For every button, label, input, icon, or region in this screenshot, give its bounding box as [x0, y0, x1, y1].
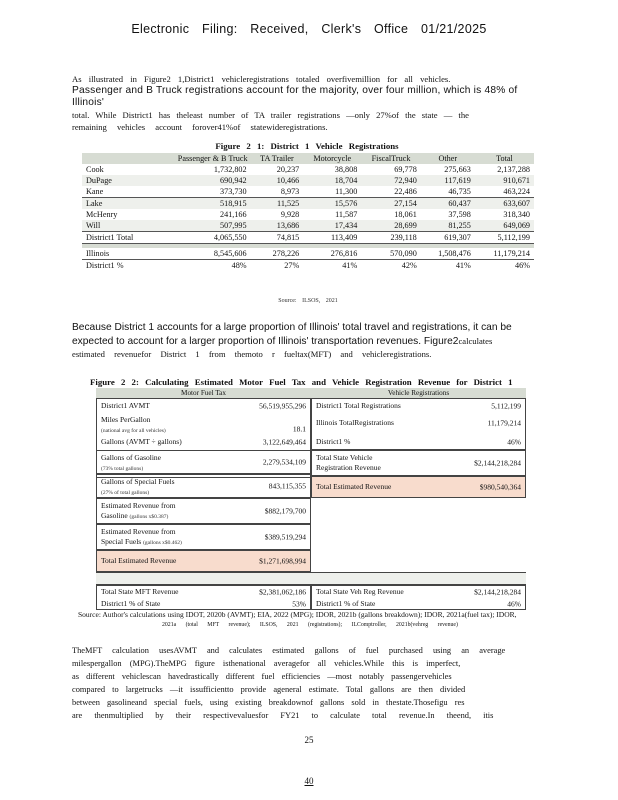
table-header-row — [82, 153, 534, 164]
il-registrations-value: 11,179,214 — [487, 418, 521, 428]
mpg-label: Miles PerGallon — [101, 415, 151, 424]
revenue-paragraph — [72, 321, 542, 362]
table-cell: 2,137,288 — [497, 165, 530, 174]
table-separator — [96, 572, 526, 585]
table-cell: 37,598 — [448, 210, 471, 219]
para1-line1: As illustrated in Figure2 1,District1 vehicleregistrations totaled overfivemillion for all vehicles. — [72, 74, 451, 84]
il-registrations-label: Illinois TotalRegistrations — [316, 418, 394, 427]
vehicle-spct-value: 46% — [507, 599, 521, 609]
mpg-sub: (national avg for all vehicles) — [101, 428, 166, 434]
figure-2-1-source: Source: ILSOS, 2021 — [278, 298, 338, 304]
gasoline-revenue-label-1: Estimated Revenue from — [101, 501, 176, 510]
gasoline-label: Gallons of Gasoline — [101, 453, 161, 462]
table-cell: 28,699 — [361, 220, 420, 232]
table-cell: 72,940 — [361, 175, 420, 186]
table-cell: 1,732,802 — [213, 165, 247, 174]
vehicle-state-value: $2,144,218,284 — [474, 587, 521, 597]
table-cell: 649,069 — [475, 220, 534, 232]
column-header — [82, 153, 150, 164]
para3-line6: are thenmultiplied by their respectivevaluesfor FY21 to calculate total revenue.In theend, itis — [72, 711, 494, 720]
column-header: TA Trailer — [251, 153, 304, 164]
table-cell: 74,815 — [251, 232, 304, 244]
para3-line1: TheMFT calculation usesAVMT and calculates estimated gallons of fuel purchased using an average — [72, 646, 506, 655]
table-cell: 113,409 — [303, 232, 361, 244]
gasoline-cell — [96, 450, 311, 474]
special-fuels-revenue-cell — [96, 524, 311, 550]
d1-pct-label: District1 % — [316, 437, 351, 446]
gal-label: Gallons (AVMT ÷ gallons) — [101, 437, 182, 446]
row-label: Illinois — [86, 249, 110, 258]
vehicle-spct-label: District1 % of State — [316, 599, 376, 608]
table-row — [82, 175, 534, 186]
table-row — [82, 209, 534, 220]
special-fuels-revenue-sub: (gallons x$0.462) — [143, 540, 182, 546]
column-header: FiscalTruck — [361, 153, 420, 164]
mft-state-cell — [96, 585, 311, 610]
special-fuels-cell — [96, 474, 311, 498]
table-row — [82, 220, 534, 232]
table-cell: 910,671 — [475, 175, 534, 186]
table-cell: 69,778 — [394, 165, 417, 174]
table-row — [82, 232, 534, 244]
mft-state-value: $2,381,062,186 — [259, 587, 306, 597]
para3-line4: compared to largetrucks —it issufficientto provide ageneral estimate. Total gallons are then divided — [72, 685, 466, 694]
table-cell: 11,179,214 — [493, 249, 530, 258]
table-cell: 11,587 — [335, 210, 358, 219]
table-cell: 8,545,606 — [213, 249, 247, 258]
table-cell: 241,166 — [220, 210, 247, 219]
mft-total-value: $1,271,698,994 — [259, 556, 306, 566]
special-fuels-value: 843,115,355 — [268, 481, 306, 491]
gasoline-sub: (73% total gallons) — [101, 466, 144, 472]
gasoline-revenue-sub: (gallons x$0.387) — [129, 514, 169, 520]
table-cell: 41% — [421, 260, 475, 272]
table-cell: 373,730 — [220, 187, 247, 196]
table-cell: 518,915 — [150, 198, 251, 210]
table-row — [82, 260, 534, 272]
vmt-label: District1 AVMT — [101, 401, 150, 410]
para2-line1: Because District 1 accounts for a large proportion of Illinois' total travel and registrations, it can be — [72, 322, 512, 333]
table-cell: 1,508,476 — [438, 249, 471, 258]
gasoline-revenue-cell — [96, 498, 311, 524]
table-cell: 27,154 — [361, 198, 420, 210]
revenue-calculation-figure — [96, 388, 526, 610]
table-cell: 13,686 — [251, 220, 304, 232]
table-row — [82, 186, 534, 198]
special-fuels-label-wrap — [101, 477, 175, 498]
table-cell: 42% — [361, 260, 420, 272]
vehicle-registrations-table — [82, 153, 534, 271]
table-cell: 633,607 — [475, 198, 534, 210]
special-fuels-revenue-label-2: Special Fuels — [101, 537, 142, 546]
table-cell: 275,663 — [444, 165, 471, 174]
figure-2-1-title: Figure 2 1: District 1 Vehicle Registrations — [215, 141, 399, 151]
special-fuels-label: Gallons of Special Fuels — [101, 477, 175, 486]
table-row — [82, 248, 534, 260]
mft-pct-label: District1 % of State — [101, 599, 161, 608]
vehicle-header: Vehicle Registrations — [311, 388, 526, 398]
gasoline-label-wrap — [101, 453, 161, 474]
mft-total-label: Total Estimated Revenue — [101, 556, 177, 565]
table-cell: 690,942 — [150, 175, 251, 186]
table-cell: 318,340 — [503, 210, 530, 219]
special-fuels-sub: (27% of total gallons) — [101, 490, 150, 496]
gal-value: 3,122,649,464 — [262, 437, 306, 447]
table-cell: 60,437 — [421, 198, 475, 210]
table-cell: 276,816 — [330, 249, 358, 258]
state-vehicle-revenue-value: $2,144,218,284 — [474, 458, 521, 468]
table-cell: 11,300 — [335, 187, 358, 196]
figure-2-2-title: Figure 2 2: Calculating Estimated Motor Fuel Tax and Vehicle Registration Revenue for District 1 — [90, 377, 513, 387]
gasoline-revenue-value: $882,179,700 — [264, 506, 306, 516]
d1-pct-value: 46% — [507, 437, 521, 447]
table-cell: 15,576 — [303, 198, 361, 210]
special-fuels-revenue-label-wrap — [101, 527, 182, 548]
gasoline-revenue-label-2: Gasoline — [101, 511, 128, 520]
table-cell: 81,255 — [421, 220, 475, 232]
table-cell: 278,226 — [272, 249, 300, 258]
table-cell: 27% — [251, 260, 304, 272]
table-cell: 117,619 — [421, 175, 475, 186]
row-label: District1 Total — [82, 232, 150, 244]
source-line-1: Source: Author's calculations using IDOT, 2020b (AVMT); EIA, 2022 (MPG); IDOR, 2021b (gallons breakdown); IDOR, 2021a(fuel tax); IDOR, — [78, 610, 517, 619]
mft-state-label: Total State MFT Revenue — [101, 587, 179, 596]
source-line-2: 2021a (total MFT revenue); ILSOS, 2021 (registrations); ILComptroller, 2021b(vehreg revenue) — [162, 622, 458, 628]
footer-page-number: 40 — [304, 776, 314, 786]
table-cell: 46% — [475, 260, 534, 272]
table-cell: 8,973 — [280, 187, 300, 196]
para1-line4: remaining vehicles account forover41%of statewideregistrations. — [72, 122, 328, 132]
mft-header: Motor Fuel Tax — [96, 388, 311, 398]
para3-line3: as different vehiclescan havedrastically different fuel efficiencies —most notably passengervehicles — [72, 672, 452, 681]
table-cell: 38,808 — [334, 165, 358, 174]
state-vehicle-revenue-label-wrap — [316, 453, 381, 473]
table-cell: 507,995 — [150, 220, 251, 232]
table-cell: 48% — [150, 260, 251, 272]
mft-method-paragraph — [72, 644, 542, 722]
gasoline-revenue-label-wrap — [101, 501, 176, 522]
row-label: Cook — [86, 165, 104, 174]
para1-line2: Passenger and B Truck registrations account for the majority, over four million, which is 48% of Illinois' — [72, 85, 518, 108]
row-label: Lake — [82, 198, 150, 210]
row-label: DuPage — [82, 175, 150, 186]
state-vehicle-revenue-label-2: Registration Revenue — [316, 463, 381, 472]
column-header: Total — [475, 153, 534, 164]
table-cell: 239,118 — [361, 232, 420, 244]
table-cell: 22,486 — [394, 187, 417, 196]
special-fuels-revenue-value: $389,519,294 — [264, 532, 306, 542]
table-cell: 46,735 — [448, 187, 471, 196]
para2-line3: estimated revenuefor District 1 from themoto r fueltax(MFT) and vehicleregistrations. — [72, 349, 432, 359]
para3-line5: between gasolineand special fuels, using existing breakdownof gallons sold in thestate.Thosefigu res — [72, 698, 465, 707]
filing-header: Electronic Filing: Received, Clerk's Office 01/21/2025 — [131, 22, 487, 36]
figure-2-2-source — [78, 610, 548, 630]
vehicle-state-label: Total State Veh Reg Revenue — [316, 587, 404, 596]
intro-paragraph — [72, 73, 542, 133]
column-header: Other — [421, 153, 475, 164]
page-number: 25 — [304, 735, 314, 745]
row-label: Kane — [86, 187, 104, 196]
table-cell: 570,090 — [390, 249, 417, 258]
vehicle-block-1 — [311, 398, 526, 450]
column-header: Motorcycle — [303, 153, 361, 164]
d1-registrations-value: 5,112,199 — [491, 401, 521, 411]
para2-line2 — [72, 335, 542, 349]
column-header: Passenger & B Truck — [150, 153, 251, 164]
row-label: District1 % — [82, 260, 150, 272]
table-cell: 5,112,199 — [475, 232, 534, 244]
table-cell: 18,061 — [394, 210, 417, 219]
vehicle-state-cell — [311, 585, 526, 610]
row-label: McHenry — [86, 210, 118, 219]
row-label: Will — [82, 220, 150, 232]
vehicle-total-label: Total Estimated Revenue — [316, 482, 392, 491]
gasoline-value: 2,279,534,109 — [262, 457, 306, 467]
para3-line2: milespergallon (MPG).TheMPG figure isthenational averagefor all vehicles.While this is imperfect, — [72, 659, 461, 668]
vmt-value: 56,519,955,296 — [259, 401, 306, 411]
table-cell: 463,224 — [503, 187, 530, 196]
table-cell: 17,434 — [303, 220, 361, 232]
para2-line2-text: expected to account for a larger proportion of Illinois' transportation revenues. Figure2 — [72, 335, 459, 347]
table-cell: 10,466 — [251, 175, 304, 186]
mft-pct-value: 53% — [292, 599, 306, 609]
table-row — [82, 198, 534, 210]
mpg-label-wrap — [101, 415, 166, 436]
table-cell: 4,065,550 — [150, 232, 251, 244]
table-cell: 9,928 — [280, 210, 300, 219]
mft-total-cell — [96, 550, 311, 572]
table-cell: 11,525 — [251, 198, 304, 210]
table-cell: 41% — [303, 260, 361, 272]
d1-registrations-label: District1 Total Registrations — [316, 401, 401, 410]
state-vehicle-revenue-label-1: Total State Vehicle — [316, 453, 373, 462]
table-cell: 18,704 — [303, 175, 361, 186]
para2-line2-end: calculates — [458, 335, 493, 346]
table-cell: 20,237 — [276, 165, 300, 174]
state-vehicle-revenue-cell — [311, 450, 526, 476]
para1-line3: total. While District1 has theleast number of TA trailer registrations —only 27%of the state — the — [72, 110, 469, 120]
mpg-value: 18.1 — [292, 424, 306, 434]
table-row — [82, 164, 534, 175]
table-cell: 619,307 — [421, 232, 475, 244]
vehicle-total-value: $980,540,364 — [479, 482, 521, 492]
vehicle-total-cell — [311, 476, 526, 498]
special-fuels-revenue-label-1: Estimated Revenue from — [101, 527, 176, 536]
